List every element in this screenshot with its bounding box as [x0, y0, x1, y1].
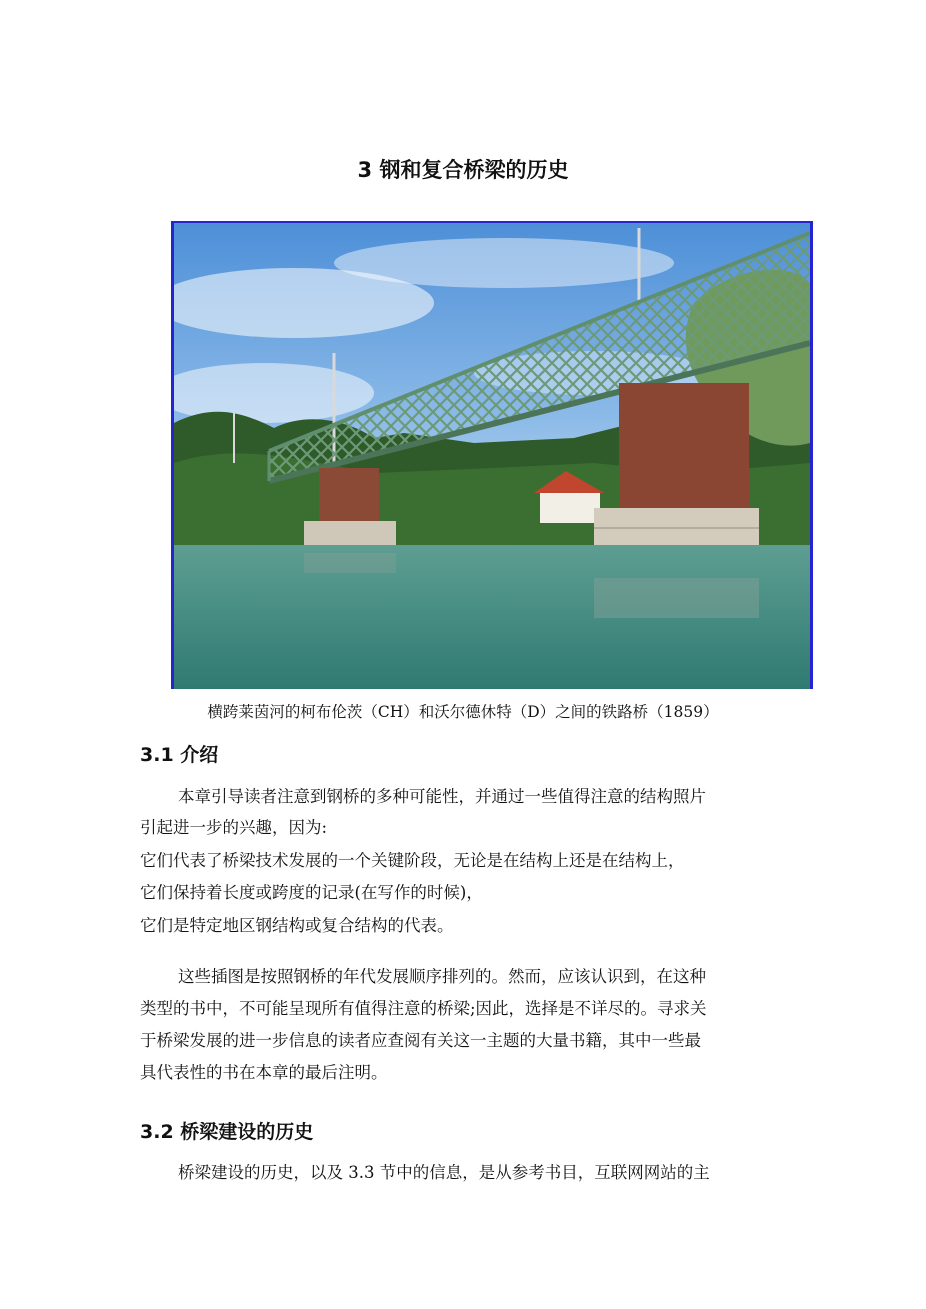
pier-reflection	[304, 553, 396, 573]
chapter-title: 3 钢和复合桥梁的历史	[357, 158, 569, 182]
paragraph-line: 这些插图是按照钢桥的年代发展顺序排列的。然而，应该认识到，在这种	[178, 967, 706, 986]
paragraph-line: 桥梁建设的历史，以及 3.3 节中的信息，是从参考书目，互联网网站的主	[178, 1163, 710, 1182]
paragraph-line: 类型的书中，不可能呈现所有值得注意的桥梁;因此，选择是不详尽的。寻求关	[140, 999, 707, 1018]
section-heading-bridge-history: 3.2 桥梁建设的历史	[140, 1121, 314, 1143]
cloud	[334, 238, 674, 288]
paragraph-line: 具代表性的书在本章的最后注明。	[140, 1063, 388, 1082]
railway-bridge-illustration	[174, 223, 810, 689]
paragraph-line: 本章引导读者注意到钢桥的多种可能性，并通过一些值得注意的结构照片	[178, 787, 706, 806]
pier-reflection	[594, 578, 759, 618]
bridge-pier-brick	[319, 468, 379, 523]
railway-bridge-photo	[171, 221, 813, 689]
house-wall	[540, 493, 600, 523]
bridge-pier-brick	[619, 383, 749, 508]
paragraph-line: 引起进一步的兴趣，因为:	[140, 818, 328, 837]
list-item: 它们保持着长度或跨度的记录(在写作的时候)，	[140, 883, 483, 902]
paragraph-line: 于桥梁发展的进一步信息的读者应查阅有关这一主题的大量书籍，其中一些最	[140, 1031, 701, 1050]
photo-caption: 横跨莱茵河的柯布伦茨（CH）和沃尔德休特（D）之间的铁路桥（1859）	[207, 703, 719, 721]
section-heading-introduction: 3.1 介绍	[140, 744, 219, 766]
list-item: 它们是特定地区钢结构或复合结构的代表。	[140, 916, 454, 935]
list-item: 它们代表了桥梁技术发展的一个关键阶段，无论是在结构上还是在结构上，	[140, 851, 685, 870]
